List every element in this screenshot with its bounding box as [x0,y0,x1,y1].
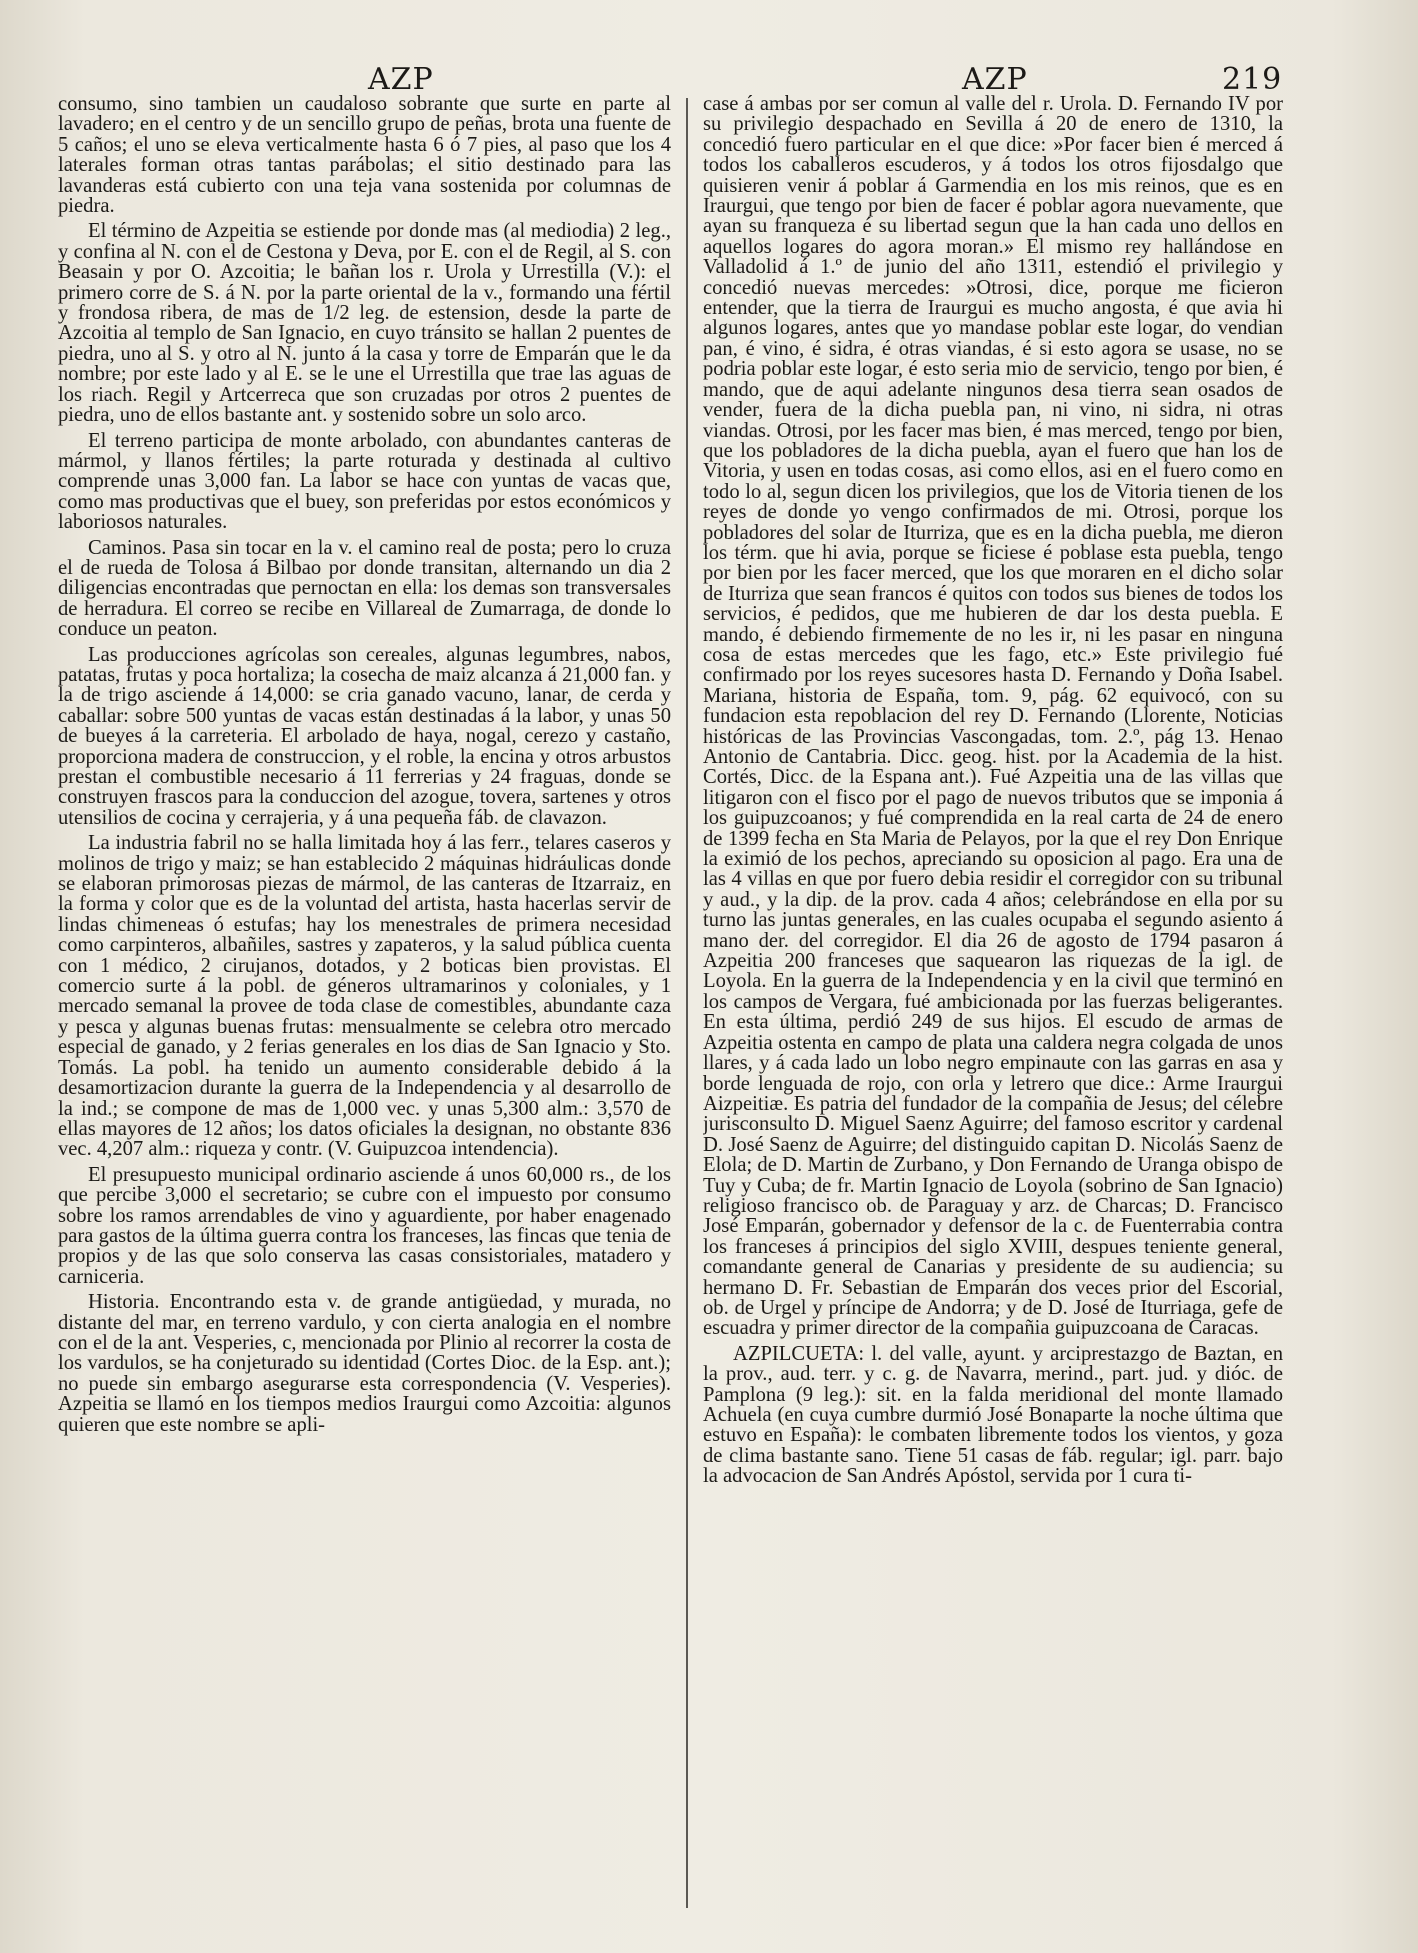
running-head-right: AZP [962,62,1028,97]
paragraph-termino: El término de Azpeitia se estiende por donde mas (al mediodia) 2 leg., y confina al N. con el de Cestona y Deva, por E. con el de Regil, al S. con Beasain y por O. Azcoitia; le bañan los r. Urola y Urrestilla (V.): el primero corre de S. á N. por la parte oriental de la v., formando una fértil y frondosa ribera, de mas de 1/2 leg. de estension, desde la parte de Azcoitia al templo de San Ignacio, en cuyo tránsito se hallan 2 puentes de piedra, uno al S. y otro al N. junto á la casa y torre de Emparán que le da nombre; por este lado y al E. se le une el Urrestilla que trae las aguas de los riach. Regil y Artcerreca que son cruzadas por otros 2 puentes de piedra, uno de ellos bastante ant. y sostenido sobre un solo arco. [58,220,671,427]
paragraph-azpilcueta: AZPILCUETA: l. del valle, ayunt. y arciprestazgo de Baztan, en la prov., aud. terr. y c. g. de Navarra, merind., part. jud. y dióc. de Pamplona (9 leg.): sit. en la falda meridional del monte llamado Achuela (en cuya cumbre durmió José Bonaparte la noche última que estuvo en España): le combaten libremente todos los vientos, y goza de clima bastante sano. Tiene 51 casas de fáb. regular; igl. parr. bajo la advocacion de San Andrés Apóstol, servida por 1 cura ti- [703,1342,1283,1488]
running-head-left: AZP [368,62,434,97]
left-column [58,94,671,1934]
paragraph-historia-continued: case á ambas por ser comun al valle del r. Urola. D. Fernando IV por su privilegio despachado en Sevilla á 20 de enero de 1310, la concedió fuero particular en el que dice: »Por facer bien é merced á todos los caballeros escuderos, y á todos los otros fijosdalgo que quisieren venir á poblar á Garmendia en los mis reinos, que es en Iraurgui, que tengo por bien de facer é poblar agora nuevamente, que ayan su franqueza é su libertad segun que la han cada uno dellos en aquellos logares do agora moran.» El mismo rey hallándose en Valladolid á 1.º de junio del año 1311, estendió el privilegio y concedió nuevas mercedes: »Otrosi, dice, porque me ficieron entender, que la tierra de Iraurgui es mucho angosta, é que avia hi algunos logares, antes que yo mandase poblar este logar, do vendian pan, é vino, é sidra, é otras viandas, é si esto agora se usase, no se podria poblar este logar, é esto seria mio de servicio, tengo por bien, é mando, que de aqui adelante ningunos desa tierra sean osados de vender, fuera de la dicha puebla pan, ni vino, ni sidra, ni otras viandas. Otrosi, por les facer mas bien, é mas merced, tengo por bien, que los pobladores de la dicha puebla, ayan el fuero que han los de Vitoria, y usen en todas cosas, asi como ellos, asi en el fuero como en todo lo al, segun dicen los privilegios, que los de Vitoria tienen de los reyes de donde yo vengo confirmados de mi. Otrosi, porque los pobladores del solar de Iturriza, que es en la dicha puebla, me dieron los térm. que hi avia, porque se ficiese é poblase esta puebla, tengo por bien por les facer merced, que los que moraren en el dicho solar de Iturriza que sean francos é quitos con todos sus bienes de todos los servicios, é pedidos, que me hubieren de dar los desta puebla. E mando, é debiendo firmemente de no les ir, ni les pasar en ninguna cosa de estas mercedes que les fago, etc.» Este privilegio fué confirmado por los reyes sucesores hasta D. Fernando y Doña Isabel. Mariana, historia de España, tom. 9, pág. 62 equivocó, con su fundacion esta repoblacion del rey D. Fernando (Llorente, Noticias históricas de las Provincias Vascongadas, tom. 2.º, pág 13. Henao Antonio de Cantabria. Dicc. geog. hist. por la Academia de la hist. Cortés, Dicc. de la Espana ant.). Fué Azpeitia una de las villas que litigaron con el fisco por el pago de nuevos tributos que se imponia á los guipuzcoanos; y fué comprendida en la real carta de 24 de enero de 1399 fecha en Sta Maria de Pelayos, por la que el rey Don Enrique la eximió de los pechos, apreciando su oposicion al pago. Era una de las 4 villas en que por fuero debia residir el corregidor con su tribunal y aud., y la dip. de la prov. cada 4 años; celebrándose en ella por su turno las juntas generales, en las cuales ocupaba el segundo asiento á mano der. del corregidor. El dia 26 de agosto de 1794 pasaron á Azpeitia 200 franceses que saquearon las riquezas de la igl. de Loyola. En la guerra de la Independencia y en la civil que terminó en los campos de Vergara, fué ambicionada por las fuerzas beligerantes. En esta última, perdió 249 de sus hijos. El escudo de armas de Azpeitia ostenta en campo de plata una caldera negra colgada de unos llares, y á cada lado un lobo negro empinaute con las garras en asa y borde lenguada de rojo, con orla y letrero que dice.: Arme Iraurgui Aizpeitiæ. Es patria del fundador de la compañia de Jesus; del célebre jurisconsulto D. Miguel Saenz Aguirre; del famoso escritor y cardenal D. José Saenz de Aguirre; del distinguido capitan D. Nicolás Saenz de Elola; de D. Martin de Zurbano, y Don Fernando de Uranga obispo de Tuy y Cuba; de fr. Martin Ignacio de Loyola (sobrino de San Ignacio) religioso francisco ob. de Paraguay y arz. de Charcas; D. Francisco José Emparán, gobernador y defensor de la c. de Fuenterrabia contra los franceses á principios del siglo XVIII, despues teniente general, comandante general de Canarias y presidente de su audiencia; su hermano D. Fr. Sebastian de Emparán dos veces prior del Escorial, ob. de Urgel y príncipe de Andorra; y de D. José de Iturriaga, gefe de escuadra y primer director de la compañia guipuzcoana de Caracas. [703,94,1283,1340]
column-divider [686,98,688,1908]
paragraph-presupuesto: El presupuesto municipal ordinario asciende á unos 60,000 rs., de los que percibe 3,000 el secretario; se cubre con el impuesto por consumo sobre los ramos arrendables de vino y aguardiente, por haber enagenado para gastos de la última guerra contra los franceses, las fincas que tenia de propios y de las que solo conserva las casas consistoriales, matadero y carniceria. [58,1163,671,1288]
paragraph-fountain: consumo, sino tambien un caudaloso sobrante que surte en parte al lavadero; en el centro y de un sencillo grupo de peñas, brota una fuente de 5 caños; el uno se eleva verticalmente hasta 6 ó 7 pies, al paso que los 4 laterales forman otras tantas parábolas; el sitio destinado para las lavanderas está cubierto con una teja vana sostenida por columnas de piedra. [58,94,671,218]
right-column [703,94,1283,1934]
paragraph-industria: La industria fabril no se halla limitada hoy á las ferr., telares caseros y molinos de trigo y maiz; se han establecido 2 máquinas hidráulicas donde se elaboran primorosas piezas de mármol, de las canteras de Itzarraiz, en la forma y color que es de la voluntad del artista, hasta hacerlas servir de lindas chimeneas ó estufas; hay los menestrales de primera necesidad como carpinteros, albañiles, sastres y zapateros, y la salud pública cuenta con 1 médico, 2 cirujanos, dotados, y 2 boticas bien provistas. El comercio surte á la pobl. de géneros ultramarinos y coloniales, y 1 mercado semanal la provee de toda clase de comestibles, abundante caza y pesca y algunas buenas frutas: mensualmente se celebra otro mercado especial de ganado, y 2 ferias generales en los dias de San Ignacio y Sto. Tomás. La pobl. ha tenido un aumento considerable debido á la desamortizacion durante la guerra de la Independencia y al desarrollo de la ind.; se compone de mas de 1,000 vec. y unas 5,300 alm.: 3,570 de ellas mayores de 12 años; los datos oficiales la designan, no obstante 836 vec. 4,207 alm.: riqueza y contr. (V. Guipuzcoa intendencia). [58,832,671,1161]
paragraph-terreno: El terreno participa de monte arbolado, con abundantes canteras de mármol, y llanos fértiles; la parte roturada y destinada al cultivo comprende unas 3,000 fan. La labor se hace con yuntas de vacas que, como mas productivas que el buey, son preferidas por estos económicos y laboriosos naturales. [58,429,671,534]
paragraph-caminos: Caminos. Pasa sin tocar en la v. el camino real de posta; pero lo cruza el de rueda de Tolosa á Bilbao por donde transitan, alternando un dia 2 diligencias encontradas que pernoctan en ella: los demas son transversales de herradura. El correo se recibe en Villareal de Zumarraga, de donde lo conduce un peaton. [58,536,671,641]
paragraph-historia: Historia. Encontrando esta v. de grande antigüedad, y murada, no distante del mar, en terreno vardulo, y con cierta analogia en el nombre con el de la ant. Vesperies, c, mencionada por Plinio al recorrer la costa de los vardulos, se ha conjeturado su identidad (Cortes Dioc. de la Esp. ant.); no puede sin embargo asegurarse esta correspondencia (V. Vesperies). Azpeitia se llamó en los tiempos medios Iraurgui como Azcoitia: algunos quieren que este nombre se apli- [58,1291,671,1436]
page-number: 219 [1222,62,1283,97]
paragraph-producciones: Las producciones agrícolas son cereales, algunas legumbres, nabos, patatas, frutas y poca hortaliza; la cosecha de maiz alcanza á 21,000 fan. y la de trigo asciende á 14,000: se cria ganado vacuno, lanar, de cerda y caballar: sobre 500 yuntas de vacas están destinadas á la labor, y unas 50 de bueyes á la carreteria. El arbolado de haya, nogal, cerezo y castaño, proporciona madera de construccion, y el roble, la encina y otros arbustos prestan el combustible necesario á 11 ferrerias y 24 fraguas, donde se construyen frascos para la conduccion del azogue, tovera, sartenes y otros utensilios de cocina y cerrajeria, y á una pequeña fáb. de clavazon. [58,643,671,829]
